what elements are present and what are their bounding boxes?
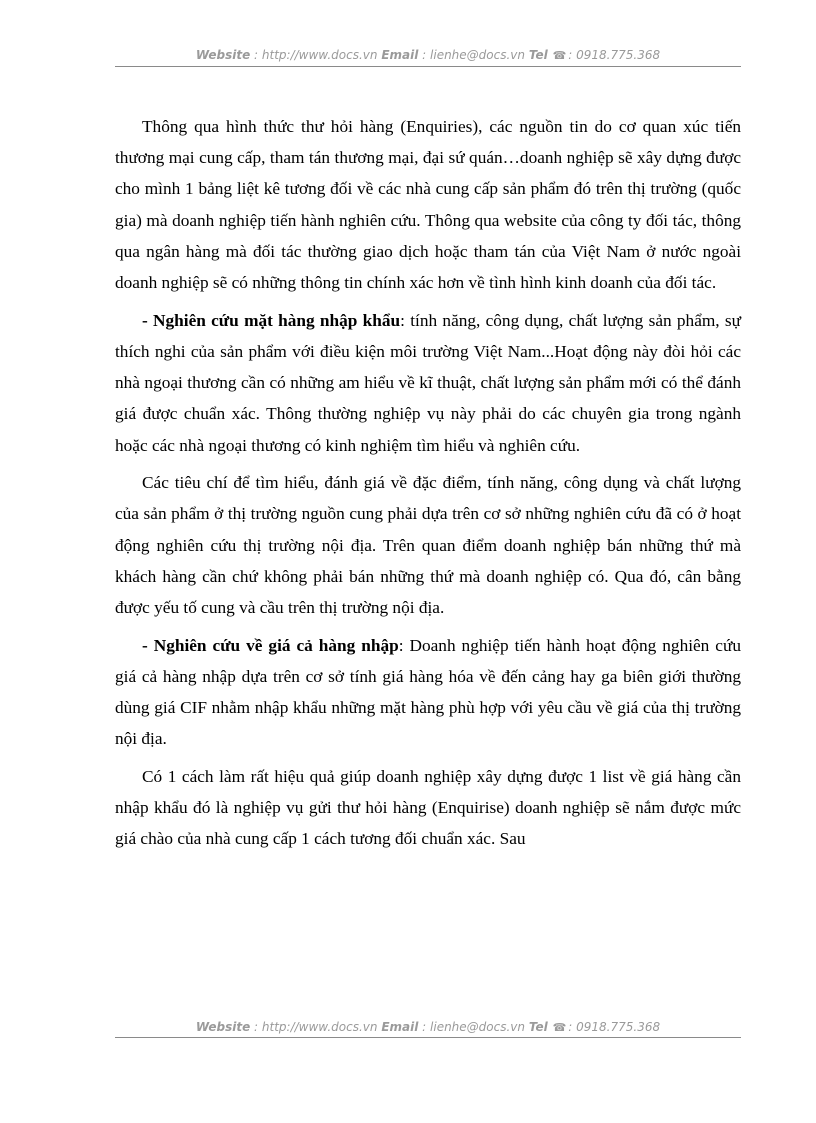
paragraph-heading: - Nghiên cứu mặt hàng nhập khẩu [142, 310, 401, 330]
footer-tel-value: : 0918.775.368 [568, 1020, 661, 1034]
paragraph-text: : Doanh nghiệp tiến hành hoạt động nghiên cứu giá cả hàng nhập dựa trên cơ sở tính giá hàng hóa về đến cảng hay ga biên giới thường dùng giá CIF nhằm nhập khẩu những mặt hàng phù hợp với yêu cầu về giá của thị trường nội địa. [115, 635, 741, 749]
footer-website-label: Website [195, 1020, 251, 1034]
document-body [115, 111, 741, 861]
header-rule [115, 66, 741, 67]
page-header [115, 48, 741, 62]
header-tel-value: : 0918.775.368 [568, 48, 661, 62]
phone-icon: ☎ [552, 1021, 567, 1034]
footer-rule [115, 1037, 741, 1038]
paragraph-text: : tính năng, công dụng, chất lượng sản phẩm, sự thích nghi của sản phẩm với điều kiện môi trường Việt Nam...Hoạt động này đòi hỏi các nhà ngoại thương cần có những am hiểu về kĩ thuật, chất lượng sản phẩm mới có thể đánh giá được chuẩn xác. Thông thường nghiệp vụ này phải do các chuyên gia trong ngành hoặc các nhà ngoại thương có kinh nghiệm tìm hiểu và nghiên cứu. [115, 310, 742, 455]
paragraph-3 [115, 467, 741, 623]
paragraph-4 [115, 630, 741, 755]
paragraph-2 [115, 305, 741, 461]
header-website-value: : http://www.docs.vn [254, 48, 378, 62]
paragraph-text: Có 1 cách làm rất hiệu quả giúp doanh nghiệp xây dựng được 1 list về giá hàng cần nhập khẩu đó là nghiệp vụ gửi thư hỏi hàng (Enquirise) doanh nghiệp sẽ nắm được mức giá chào của nhà cung cấp 1 cách tương đối chuẩn xác. Sau [115, 767, 741, 849]
paragraph-text: Các tiêu chí để tìm hiểu, đánh giá về đặc điểm, tính năng, công dụng và chất lượng của sản phẩm ở thị trường nguồn cung phải dựa trên cơ sở những nghiên cứu đã có ở hoạt động nghiên cứu thị trường nội địa. Trên quan điểm doanh nghiệp bán những thứ mà khách hàng cần chứ không phải bán những thứ mà doanh nghiệp có. Qua đó, cân bằng được yếu tố cung và cầu trên thị trường nội địa. [115, 473, 741, 618]
phone-icon: ☎ [552, 49, 567, 62]
header-email-label: Email [381, 48, 419, 62]
footer-email-value: : lienhe@docs.vn [422, 1020, 526, 1034]
paragraph-text: Thông qua hình thức thư hỏi hàng (Enquiries), các nguồn tin do cơ quan xúc tiến thương mại cung cấp, tham tán thương mại, đại sứ quán…doanh nghiệp sẽ xây dựng được cho mình 1 bảng liệt kê tương đối về các nhà cung cấp sản phẩm đó trên thị trường (quốc gia) mà doanh nghiệp tiến hành nghiên cứu. Thông qua website của công ty đối tác, thông qua ngân hàng mà đối tác thường giao dịch hoặc tham tán của Việt Nam ở nước ngoài doanh nghiệp sẽ có những thông tin chính xác hơn về tình hình kinh doanh của đối tác. [115, 117, 741, 293]
paragraph-1 [115, 111, 741, 298]
paragraph-heading: - Nghiên cứu về giá cả hàng nhập [142, 635, 399, 655]
paragraph-5 [115, 761, 741, 855]
footer-website-value: : http://www.docs.vn [254, 1020, 378, 1034]
footer-email-label: Email [381, 1020, 419, 1034]
footer-tel-label: Tel [528, 1020, 548, 1034]
page-footer [115, 1020, 741, 1034]
header-email-value: : lienhe@docs.vn [422, 48, 526, 62]
header-website-label: Website [195, 48, 251, 62]
header-tel-label: Tel [528, 48, 548, 62]
